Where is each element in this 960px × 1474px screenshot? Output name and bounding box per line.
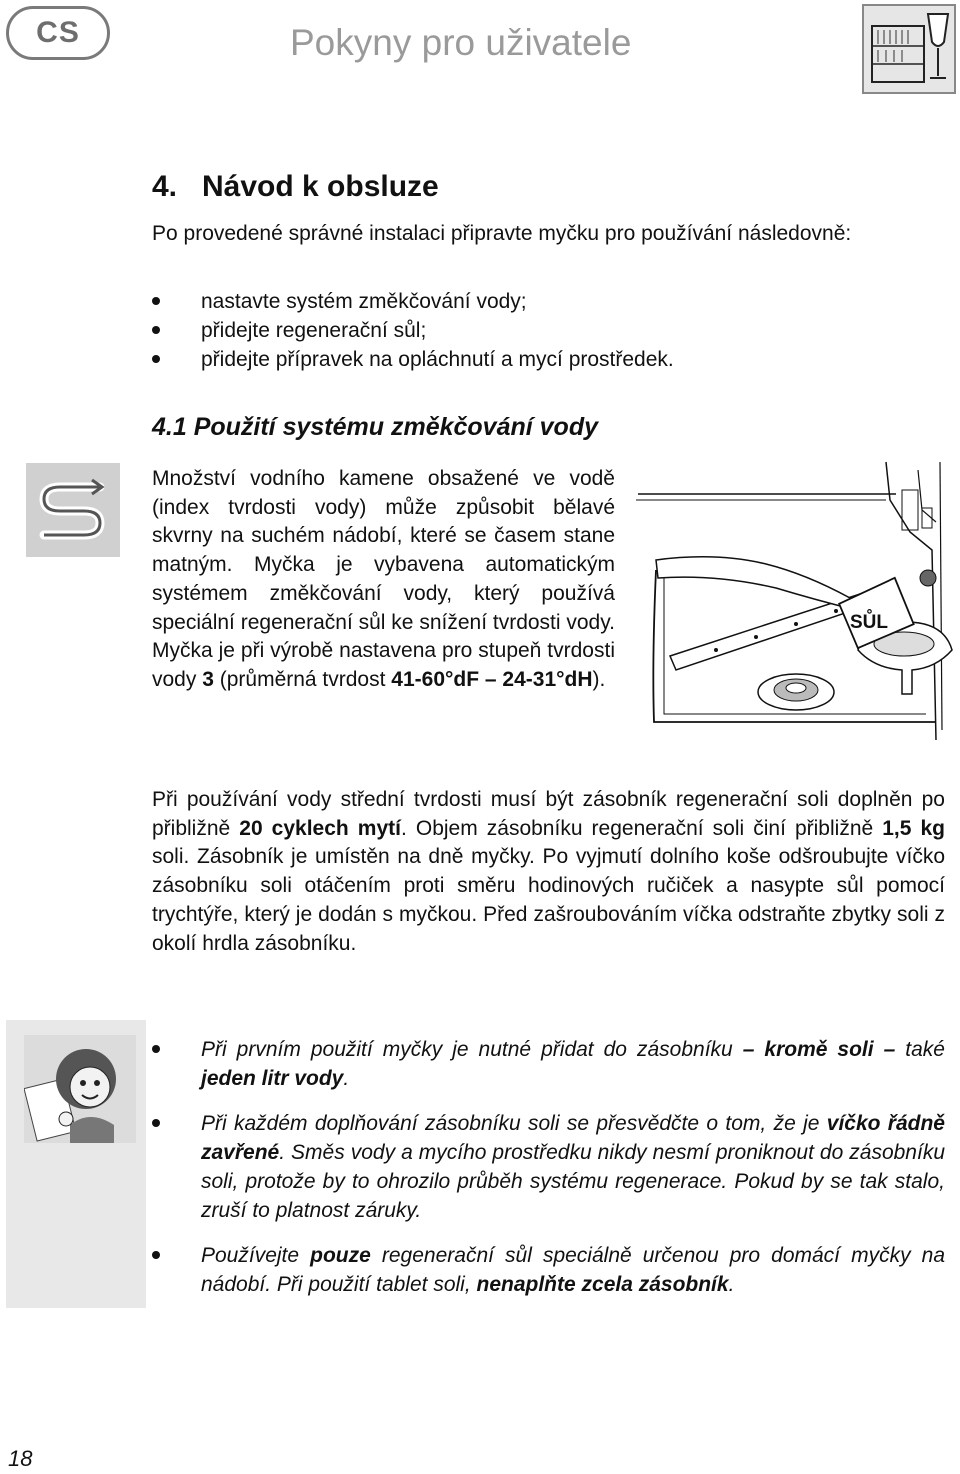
setup-steps-list — [152, 287, 674, 374]
bullet-icon — [152, 355, 160, 363]
salt-filling-illustration — [636, 460, 956, 750]
hardness-range: 41-60°dF – 24-31°dH — [391, 667, 593, 691]
bullet-icon — [152, 1119, 160, 1127]
list-item: Při každém doplňování zásobníku soli se přesvědčte o tom, že je víčko řádně zavřené. Směs vody a mycího prostředku nikdy nesmí proniknout do zásobníku soli, protože by to ohrozilo průběh systému regenerace. Pokud by se tak stalo, zruší to platnost záruky. — [152, 1109, 945, 1225]
list-item-text: nastavte systém změkčování vody; — [201, 290, 527, 313]
factory-setting-paragraph: Myčka je při výrobě nastavena pro stupeň tvrdosti vody 3 (průměrná tvrdost 41-60°dF – 24-31°dH). — [152, 639, 615, 691]
softener-description — [152, 465, 615, 695]
list-item-text: přidejte regenerační sůl; — [201, 319, 427, 342]
water-softener-icon — [26, 463, 120, 557]
important-notes-list — [152, 1035, 945, 1315]
list-item: Používejte pouze regenerační sůl speciálně určenou pro domácí myčky na nádobí. Při použití tablet soli, nenaplňte zcela zásobník. — [152, 1241, 945, 1299]
section-heading — [152, 170, 439, 204]
page-header-title: Pokyny pro uživatele — [290, 22, 632, 63]
bullet-icon — [152, 297, 160, 305]
softener-paragraph: Množství vodního kamene obsažené ve vodě (index tvrdosti vody) může způsobit bělavé skvrny na suchém nádobí, které se časem stane matným. Myčka je vybavena automatickým systémem změkčování vody, který používá speciální regenerační sůl ke snížení tvrdosti vody. — [152, 467, 616, 634]
list-item-text: přidejte přípravek na opláchnutí a mycí prostředek. — [201, 348, 674, 371]
section-title: Návod k obsluze — [202, 170, 439, 203]
page-number: 18 — [8, 1446, 33, 1471]
bullet-icon — [152, 1251, 160, 1259]
subsection-heading: 4.1 Použití systému změkčování vody — [152, 413, 598, 441]
mascot-icon — [24, 1035, 136, 1143]
salt-refill-paragraph: Při používání vody střední tvrdosti musí být zásobník regenerační soli doplněn po přibližně 20 cyklech mytí. Objem zásobníku regenerační soli činí přibližně 1,5 kg soli. Zásobník je umístěn na dně myčky. Po vyjmutí dolního koše odšroubujte víčko zásobníku soli otáčením proti směru hodinových ručiček a nasypte sůl pomocí trychtýře, který je dodán s myčkou. Před zašroubováním víčka odstraňte zbytky soli z okolí hrdla zásobníku. — [152, 788, 945, 955]
dishwasher-glass-icon — [862, 4, 956, 94]
hardness-level: 3 — [202, 667, 214, 691]
bullet-icon — [152, 1045, 160, 1053]
list-item: Při prvním použití myčky je nutné přidat do zásobníku – kromě soli – také jeden litr vody. — [152, 1035, 945, 1093]
salt-label: SŮL — [850, 612, 888, 633]
list-item — [152, 345, 674, 374]
list-item — [152, 316, 674, 345]
language-badge: CS — [6, 6, 110, 60]
section-number: 4. — [152, 170, 178, 203]
salt-capacity: 1,5 kg — [882, 816, 945, 840]
list-item — [152, 287, 674, 316]
intro-paragraph: Po provedené správné instalaci připravte myčku pro používání následovně: — [152, 222, 852, 245]
refill-interval: 20 cyklech mytí — [239, 816, 401, 840]
bullet-icon — [152, 326, 160, 334]
